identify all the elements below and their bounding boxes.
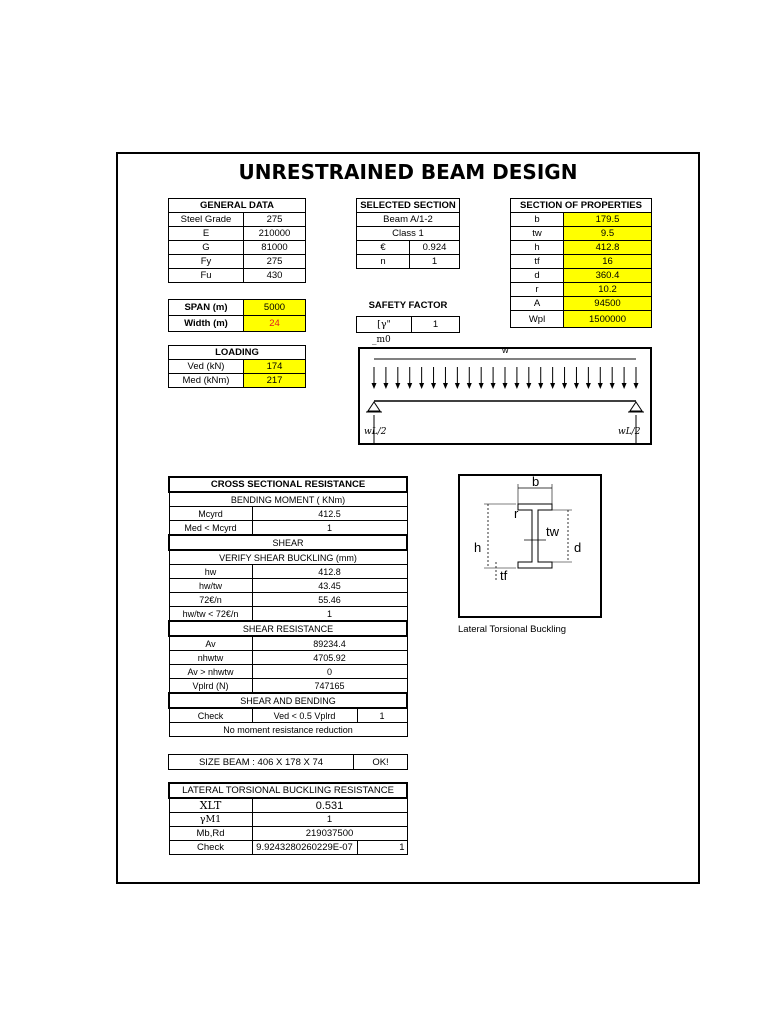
d-label: d [574, 540, 582, 555]
span-width-table [168, 299, 306, 332]
general-data-header: GENERAL DATA [169, 199, 306, 213]
width-value[interactable]: 24 [244, 316, 306, 332]
right-support-icon [628, 402, 644, 412]
sp-label: tw [511, 227, 564, 241]
load-arrowhead-icon [503, 383, 508, 389]
check-label: Check [169, 708, 252, 723]
sp-value[interactable]: 10.2 [564, 283, 652, 297]
sp-label: d [511, 269, 564, 283]
cs-label: hw/tw < 72€/n [169, 607, 252, 622]
page-title: UNRESTRAINED BEAM DESIGN [238, 160, 578, 184]
bending-header: BENDING MOMENT ( KNm) [169, 492, 407, 507]
gd-label: Fy [169, 255, 244, 269]
cross-section-table [168, 476, 408, 737]
sp-value[interactable]: 360.4 [564, 269, 652, 283]
ltb-check-flag: 1 [357, 841, 407, 855]
load-arrowhead-icon [419, 383, 424, 389]
sp-label: A [511, 297, 564, 311]
design-sheet [116, 152, 700, 884]
n-value: 1 [410, 255, 460, 269]
load-arrowhead-icon [610, 383, 615, 389]
tf-label: tf [500, 568, 508, 583]
cs-value: 0 [252, 665, 407, 679]
cs-value: 412.8 [252, 565, 407, 579]
load-arrowhead-icon [467, 383, 472, 389]
cs-label: Vplrd (N) [169, 679, 252, 694]
cs-label: Av > nhwtw [169, 665, 252, 679]
shear-header: SHEAR [169, 535, 407, 550]
span-label: SPAN (m) [169, 300, 244, 316]
load-arrowhead-icon [622, 383, 627, 389]
cs-value: 1 [252, 521, 407, 536]
ltb-check-value: 9.9243280260229E-07 [252, 841, 357, 855]
load-arrowhead-icon [562, 383, 567, 389]
gd-label: Steel Grade [169, 213, 244, 227]
eps-value: 0.924 [410, 241, 460, 255]
buckling-header: VERIFY SHEAR BUCKLING (mm) [169, 550, 407, 565]
ltb-table [168, 782, 408, 855]
load-arrowhead-icon [455, 383, 460, 389]
load-arrowhead-icon [479, 383, 484, 389]
cs-label: hw [169, 565, 252, 579]
cs-value: 89234.4 [252, 636, 407, 651]
cs-label: Med < Mcyrd [169, 521, 252, 536]
sp-value[interactable]: 9.5 [564, 227, 652, 241]
load-arrowhead-icon [407, 383, 412, 389]
cs-label: Mcyrd [169, 507, 252, 521]
general-data-table [168, 198, 306, 283]
gamma-m1-label: γM1 [169, 813, 252, 827]
gamma-m1-value: 1 [252, 813, 407, 827]
gd-label: E [169, 227, 244, 241]
udl-beam-svg [360, 349, 650, 443]
sp-label: b [511, 213, 564, 227]
selected-section-header: SELECTED SECTION [357, 199, 460, 213]
load-arrowhead-icon [574, 383, 579, 389]
gamma-m0-subscript: _m0 [372, 335, 391, 345]
loading-value[interactable]: 174 [244, 360, 306, 374]
cs-value: 4705.92 [252, 651, 407, 665]
gamma-m0-value[interactable]: 1 [412, 317, 460, 333]
chi-lt-label: XLT [169, 798, 252, 813]
safety-factor-header: SAFETY FACTOR [368, 300, 448, 311]
right-reaction-label: wL/2 [618, 427, 641, 437]
h-label: h [474, 540, 482, 555]
ltb-header: LATERAL TORSIONAL BUCKLING RESISTANCE [169, 783, 407, 798]
gd-value[interactable]: 275 [244, 255, 306, 269]
loading-label: Ved (kN) [169, 360, 244, 374]
section-class: Class 1 [357, 227, 460, 241]
load-arrowhead-icon [598, 383, 603, 389]
load-arrowhead-icon [491, 383, 496, 389]
i-section-diagram [458, 474, 602, 618]
sp-value[interactable]: 179.5 [564, 213, 652, 227]
left-reaction-label: wL/2 [364, 427, 387, 437]
loading-header: LOADING [169, 346, 306, 360]
section-properties-table [510, 198, 652, 328]
tw-label: tw [546, 524, 559, 539]
n-label: n [357, 255, 410, 269]
cs-label: 72€/n [169, 593, 252, 607]
loading-table [168, 345, 306, 388]
sp-label: r [511, 283, 564, 297]
load-arrowhead-icon [372, 383, 377, 389]
check-value: 1 [357, 708, 407, 723]
load-arrowhead-icon [634, 383, 639, 389]
shear-resistance-header: SHEAR RESISTANCE [169, 621, 407, 636]
sp-label: Wpl [511, 311, 564, 328]
sp-value[interactable]: 1500000 [564, 311, 652, 328]
cs-value: 747165 [252, 679, 407, 694]
cross-section-header: CROSS SECTIONAL RESISTANCE [169, 477, 407, 492]
ltb-check-label: Check [169, 841, 252, 855]
size-beam-label: SIZE BEAM : 406 X 178 X 74 [169, 755, 354, 770]
size-beam-table [168, 754, 408, 770]
span-value[interactable]: 5000 [244, 300, 306, 316]
load-arrowhead-icon [383, 383, 388, 389]
gamma-m0-symbol: [γ" [357, 317, 412, 333]
size-beam-status: OK! [354, 755, 408, 770]
r-label: r [514, 506, 519, 521]
eps-label: € [357, 241, 410, 255]
gd-value[interactable]: 275 [244, 213, 306, 227]
load-label: w [502, 345, 509, 355]
load-arrowhead-icon [526, 383, 531, 389]
sp-value[interactable]: 16 [564, 255, 652, 269]
loading-value[interactable]: 217 [244, 374, 306, 388]
selected-section-table [356, 198, 460, 269]
load-arrows [372, 367, 639, 389]
left-support-icon [366, 402, 382, 412]
width-label: Width (m) [169, 316, 244, 332]
load-arrowhead-icon [538, 383, 543, 389]
cs-label: nhwtw [169, 651, 252, 665]
gd-label: Fu [169, 269, 244, 283]
load-arrowhead-icon [586, 383, 591, 389]
load-arrowhead-icon [395, 383, 400, 389]
cs-value: 412.5 [252, 507, 407, 521]
load-arrowhead-icon [431, 383, 436, 389]
cs-value: 1 [252, 607, 407, 622]
cs-label: hw/tw [169, 579, 252, 593]
mbrd-label: Mb,Rd [169, 827, 252, 841]
ltb-caption: Lateral Torsional Buckling [458, 624, 567, 635]
shear-bending-header: SHEAR AND BENDING [169, 693, 407, 708]
mbrd-value: 219037500 [252, 827, 407, 841]
sp-label: tf [511, 255, 564, 269]
gd-value[interactable]: 81000 [244, 241, 306, 255]
load-arrowhead-icon [514, 383, 519, 389]
b-label: b [532, 474, 540, 489]
section-name[interactable]: Beam A/1-2 [357, 213, 460, 227]
check-expression: Ved < 0.5 Vplrd [252, 708, 357, 723]
cs-value: 55.46 [252, 593, 407, 607]
sp-value[interactable]: 94500 [564, 297, 652, 311]
sp-label: h [511, 241, 564, 255]
loading-label: Med (kNm) [169, 374, 244, 388]
chi-lt-value: 0.531 [252, 798, 407, 813]
gd-value[interactable]: 210000 [244, 227, 306, 241]
beam-load-diagram [358, 347, 652, 445]
gd-label: G [169, 241, 244, 255]
load-arrowhead-icon [550, 383, 555, 389]
gd-value[interactable]: 430 [244, 269, 306, 283]
sp-value[interactable]: 412.8 [564, 241, 652, 255]
safety-factor-table [356, 316, 460, 333]
section-properties-header: SECTION OF PROPERTIES [511, 199, 652, 213]
moment-note: No moment resistance reduction [169, 723, 407, 737]
cs-value: 43.45 [252, 579, 407, 593]
cs-label: Av [169, 636, 252, 651]
load-arrowhead-icon [443, 383, 448, 389]
